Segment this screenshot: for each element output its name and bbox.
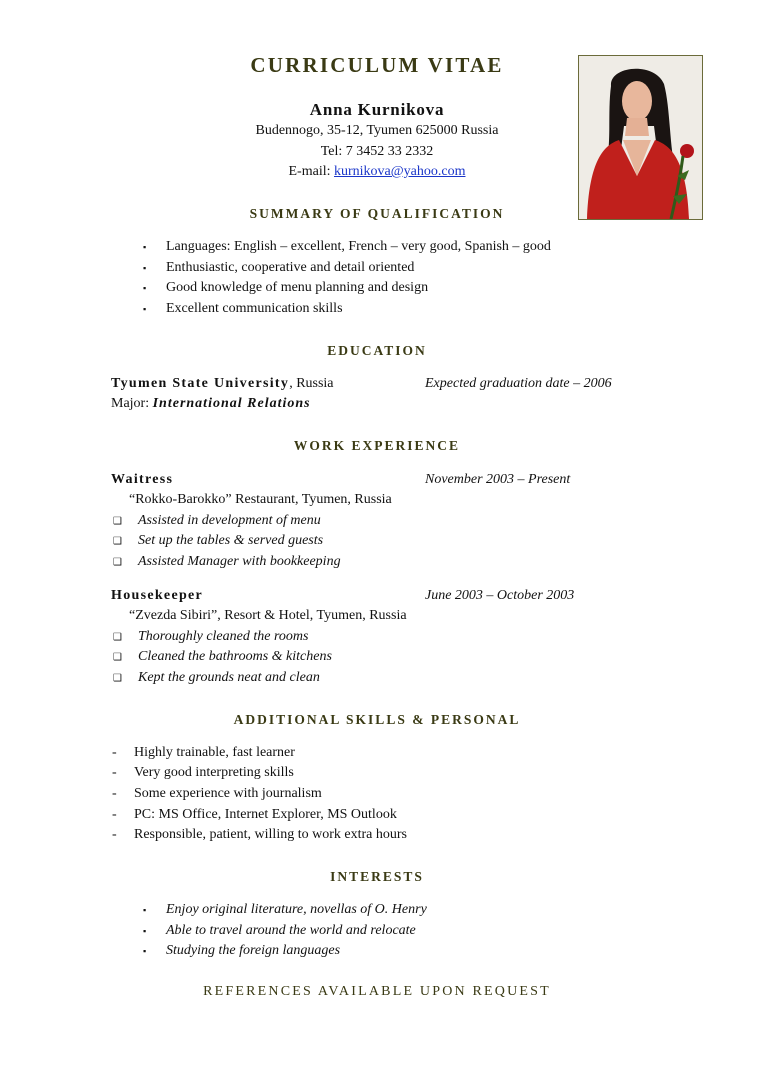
references-note: REFERENCES AVAILABLE UPON REQUEST [203, 984, 551, 999]
skill-item: Responsible, patient, willing to work extra hours [134, 827, 407, 842]
checkbox-bullet-icon: ❑ [113, 516, 122, 527]
summary-item [143, 239, 146, 255]
skills-heading: ADDITIONAL SKILLS & PERSONAL [233, 712, 521, 727]
email-link[interactable]: kurnikova@yahoo.com [334, 164, 466, 179]
job-title: Housekeeper [111, 588, 204, 603]
dash-icon: - [112, 765, 117, 780]
interest-item: Enjoy original literature, novellas of O. Henry [166, 902, 427, 917]
checkbox-bullet-icon: ❑ [113, 536, 122, 547]
job-duty: Kept the grounds neat and clean [138, 670, 320, 685]
interests-heading: INTERESTS [330, 869, 424, 884]
email-label: E-mail: [288, 164, 334, 179]
candidate-name: Anna Kurnikova [309, 100, 445, 119]
square-bullet-icon: ▪ [143, 905, 147, 915]
job-dates: June 2003 – October 2003 [425, 588, 575, 603]
skill-item: PC: MS Office, Internet Explorer, MS Outlook [134, 807, 397, 822]
major-line [111, 396, 311, 412]
job-duty: Assisted in development of menu [138, 513, 321, 528]
phone: Tel: 7 3452 33 2332 [320, 144, 434, 159]
job-duty: Set up the tables & served guests [138, 533, 324, 548]
job-duty: Assisted Manager with bookkeeping [138, 554, 341, 569]
dash-icon: - [112, 827, 117, 842]
interest-item: Able to travel around the world and relocate [166, 923, 416, 938]
summary-item-text: Excellent communication skills [166, 301, 343, 316]
cv-title: CURRICULUM VITAE [250, 53, 504, 77]
skill-item: Some experience with journalism [134, 786, 322, 801]
school-line [111, 376, 334, 392]
job-dates: November 2003 – Present [425, 472, 571, 487]
interest-item: Studying the foreign languages [166, 943, 341, 958]
job-place: “Zvezda Sibiri”, Resort & Hotel, Tyumen, Russia [129, 608, 407, 623]
checkbox-bullet-icon: ❑ [113, 673, 122, 684]
square-bullet-icon: ▪ [143, 946, 147, 956]
dash-icon: - [112, 786, 117, 801]
checkbox-bullet-icon: ❑ [113, 632, 122, 643]
summary-item [143, 280, 146, 296]
summary-item [143, 260, 146, 276]
summary-item-text: Enthusiastic, cooperative and detail oriented [166, 260, 415, 275]
education-heading: EDUCATION [327, 343, 427, 358]
school-name: Tyumen State University [111, 376, 290, 391]
graduation-date: Expected graduation date – 2006 [425, 376, 612, 391]
job-place: “Rokko-Barokko” Restaurant, Tyumen, Russia [129, 492, 392, 507]
square-bullet-icon: ▪ [143, 263, 147, 273]
job-title: Waitress [111, 472, 174, 487]
square-bullet-icon: ▪ [143, 242, 147, 252]
summary-item [143, 301, 146, 317]
summary-item-text: Languages: English – excellent, French – very good, Spanish – good [166, 239, 551, 254]
dash-icon: - [112, 807, 117, 822]
summary-item-text: Good knowledge of menu planning and design [166, 280, 429, 295]
job-duty: Cleaned the bathrooms & kitchens [138, 649, 332, 664]
square-bullet-icon: ▪ [143, 304, 147, 314]
job-duty: Thoroughly cleaned the rooms [138, 629, 309, 644]
address: Budennogo, 35-12, Tyumen 625000 Russia [255, 123, 499, 138]
skill-item: Highly trainable, fast learner [134, 745, 295, 760]
square-bullet-icon: ▪ [143, 283, 147, 293]
school-country: , Russia [289, 376, 334, 391]
major-label: Major: [111, 396, 153, 411]
work-heading: WORK EXPERIENCE [293, 438, 461, 453]
dash-icon: - [112, 745, 117, 760]
square-bullet-icon: ▪ [143, 926, 147, 936]
summary-heading: SUMMARY OF QUALIFICATION [249, 206, 505, 221]
profile-photo [578, 55, 703, 220]
checkbox-bullet-icon: ❑ [113, 652, 122, 663]
portrait-illustration [579, 56, 702, 219]
major-value: International Relations [152, 396, 311, 411]
checkbox-bullet-icon: ❑ [113, 557, 122, 568]
skill-item: Very good interpreting skills [134, 765, 294, 780]
